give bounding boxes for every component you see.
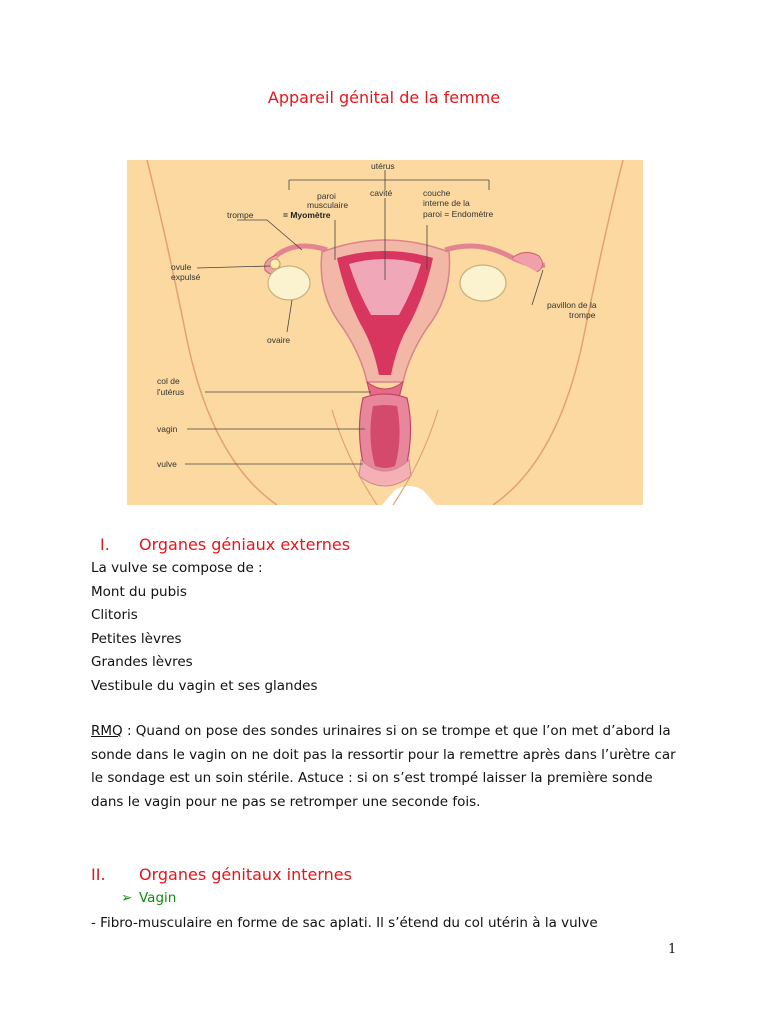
label-expulse: expulsé bbox=[171, 272, 201, 282]
section-number: II. bbox=[91, 865, 106, 884]
section-heading-external bbox=[91, 535, 350, 554]
label-pavillon: pavillon de la bbox=[547, 300, 597, 310]
label-paroi: paroi bbox=[317, 191, 336, 201]
label-couche-interne: interne de la bbox=[423, 198, 470, 208]
list-item: Petites lèvres bbox=[91, 631, 182, 647]
label-musculaire: musculaire bbox=[307, 200, 349, 210]
intro-line: La vulve se compose de : bbox=[91, 560, 263, 576]
list-item: Grandes lèvres bbox=[91, 654, 193, 670]
rmq-text: : Quand on pose des sondes urinaires si on se trompe et que l’on met d’abord la sonde dans le vagin on ne doit pas la ressortir pour la remettre après dans l’urètre car le sondage est un soin stérile. Astuce : si on s’est trompé laisser la première sonde dans le vagin pour ne pas se retromper une seconde fois. bbox=[91, 723, 676, 810]
label-cavite: cavité bbox=[370, 188, 393, 198]
label-endometre: paroi = Endomètre bbox=[423, 209, 494, 219]
section-title: Organes génitaux internes bbox=[139, 865, 352, 884]
label-pavillon-trompe: trompe bbox=[569, 310, 596, 320]
label-couche: couche bbox=[423, 188, 451, 198]
label-trompe: trompe bbox=[227, 210, 254, 220]
uterus-diagram bbox=[127, 160, 643, 505]
vagina-inner bbox=[370, 405, 399, 468]
list-item: Clitoris bbox=[91, 607, 138, 623]
anatomy-figure bbox=[127, 160, 643, 505]
section-title: Organes géniaux externes bbox=[139, 535, 351, 554]
bullet-item bbox=[121, 890, 176, 906]
bullet-label: Vagin bbox=[139, 890, 177, 906]
ovary-right bbox=[460, 265, 506, 301]
body-line: - Fibro-musculaire en forme de sac aplati. Il s’étend du col utérin à la vulve bbox=[91, 915, 598, 931]
label-col: col de bbox=[157, 376, 180, 386]
rmq-paragraph bbox=[91, 720, 681, 814]
label-uterus: utérus bbox=[371, 161, 395, 171]
expelled-ovum bbox=[270, 259, 280, 269]
label-vulve: vulve bbox=[157, 459, 177, 469]
rmq-label: RMQ bbox=[91, 723, 123, 739]
label-col-uterus: l'utérus bbox=[157, 387, 185, 397]
label-ovule: ovule bbox=[171, 262, 192, 272]
page-number: 1 bbox=[668, 942, 677, 957]
list-item: Vestibule du vagin et ses glandes bbox=[91, 678, 318, 694]
ovary-left bbox=[268, 266, 310, 300]
section-heading-internal bbox=[91, 865, 352, 884]
section-number: I. bbox=[100, 535, 110, 554]
label-vagin: vagin bbox=[157, 424, 178, 434]
label-ovaire: ovaire bbox=[267, 335, 291, 345]
document-title: Appareil génital de la femme bbox=[267, 88, 501, 107]
label-myometre: = Myomètre bbox=[283, 210, 331, 220]
list-item: Mont du pubis bbox=[91, 584, 187, 600]
arrow-bullet-icon: ➢ bbox=[121, 890, 133, 906]
